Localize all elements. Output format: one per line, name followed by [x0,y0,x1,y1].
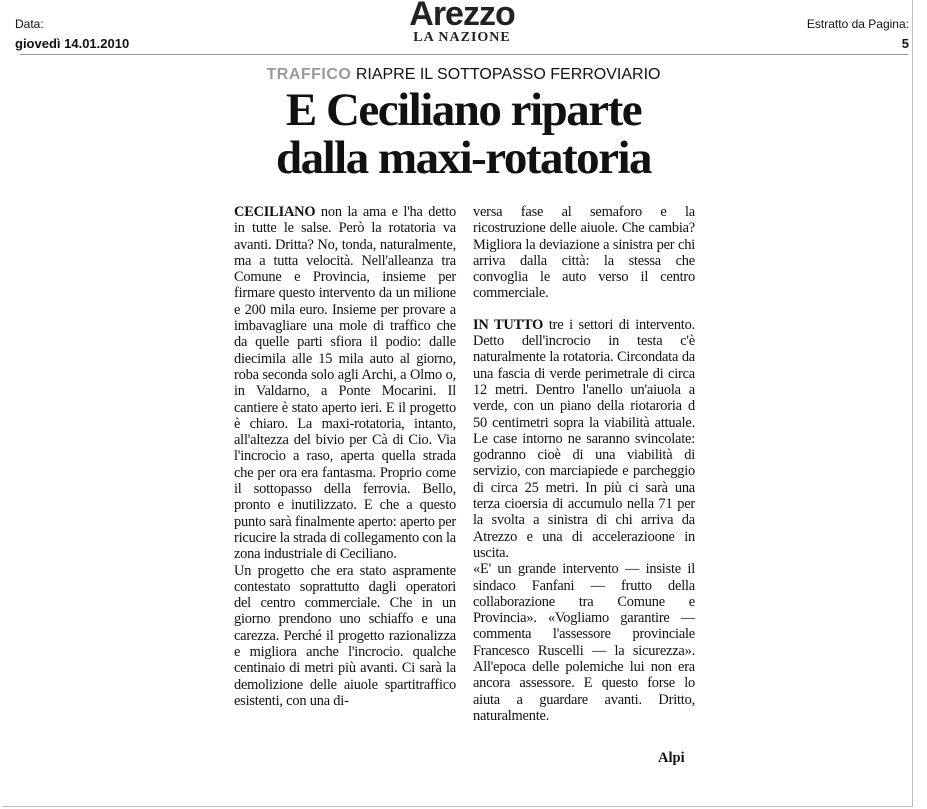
headline-line-2: dalla maxi-rotatoria [275,132,652,184]
article-column-1 [234,204,456,709]
paragraph-lead: IN TUTTO [473,316,544,333]
article-kicker [0,66,927,84]
page-number: 5 [901,36,909,51]
article-headline [180,86,747,182]
byline: Alpi [658,750,685,766]
page-label: Estratto da Pagina: [806,17,909,31]
kicker-text: RIAPRE IL SOTTOPASSO FERROVIARIO [351,66,661,83]
date-value: giovedì 14.01.2010 [15,36,130,51]
masthead [388,0,536,45]
paragraph-lead: CECILIANO [234,204,316,220]
header-divider [20,54,908,55]
masthead-paper: LA NAZIONE [413,30,511,45]
paragraph [473,317,695,561]
paragraph: «E' un grande intervento — insiste il sindaco Fanfani — frutto della collaborazione tra Comune e Provincia». «Vogliamo garantire — commenta l'assessore provinciale Francesco Ruscelli — la sicurezza». All'epoca delle polemiche lui non era ancora assessore. E questo forse lo aiuta a guardare avanti. Dritto, naturalmente. [473,561,695,724]
paragraph: Un progetto che era stato aspramente contestato soprattutto dagli operatori del centro commerciale. Che in un giorno prendono uno schiaffo e una carezza. Perché il progetto razionalizza e migliora anche l'incrocio. qualche centinaio di metri più avanti. Ci sarà la demolizione delle aiuole spartitraffico esistenti, con una di- [234,562,456,709]
paragraph-text: non la ama e l'ha detto in tutte le salse. Però la rotatoria va avanti. Dritta? No, tonda, naturalmente, ma a tutta velocità. Nell'alleanza tra Comune e Provincia, insieme per firmare questo intervento da un milione e 200 mila euro. Insieme per provare a imbavagliare una mole di traffico che da quelle parti sfiora il podio: dalle diecimila alle 15 mila auto al giorno, roba seconda solo agli Archi, a Olmo o, in Valdarno, a Ponte Mocarini. Il cantiere è stato aperto ieri. E il progetto è chiaro. La maxi-rotatoria, intanto, all'altezza del bivio per Cà di Cio. Via l'incrocio a raso, aperta quella strada che per ora era fantasma. Proprio come il sottopasso della ferrovia. Bello, pronto e inutilizzato. E che a questo punto sarà finalmente aperto: aperto per ricucire la strada di collegamento con la zona industriale di Ceciliano. [234,204,456,563]
date-label: Data: [15,17,44,31]
paragraph: versa fase al semaforo e la ricostruzione delle aiuole. Che cambia? Migliora la deviazione a sinistra per chi arriva dalla città: la stessa che convoglia le auto verso il centro commerciale. [473,204,695,302]
headline-line-1: E Ceciliano riparte [285,84,642,136]
masthead-city: Arezzo [409,0,515,33]
paragraph [234,204,456,563]
paragraph-text: tre i settori di intervento. Detto dell'incrocio in testa c'è naturalmente la rotatoria. Circondata da una fascia di verde perimetrale di circa 12 metri. Dentro l'anello un'aiuola a verde, con un piano della riotaroria d 50 centimetri sopra la viabilità attuale. Le case intorno ne saranno svincolate: godranno cioè di una viabilità di servizio, con marciapiede e parcheggio di circa 25 metri. In più ci sarà una terza cioersia di accumulo nella 71 per la svolta a sinistra di chi arriva da Atrezzo e una di accelerazioone in uscita. [473,316,696,561]
article-column-2 [473,204,695,724]
kicker-tag: TRAFFICO [266,66,352,83]
